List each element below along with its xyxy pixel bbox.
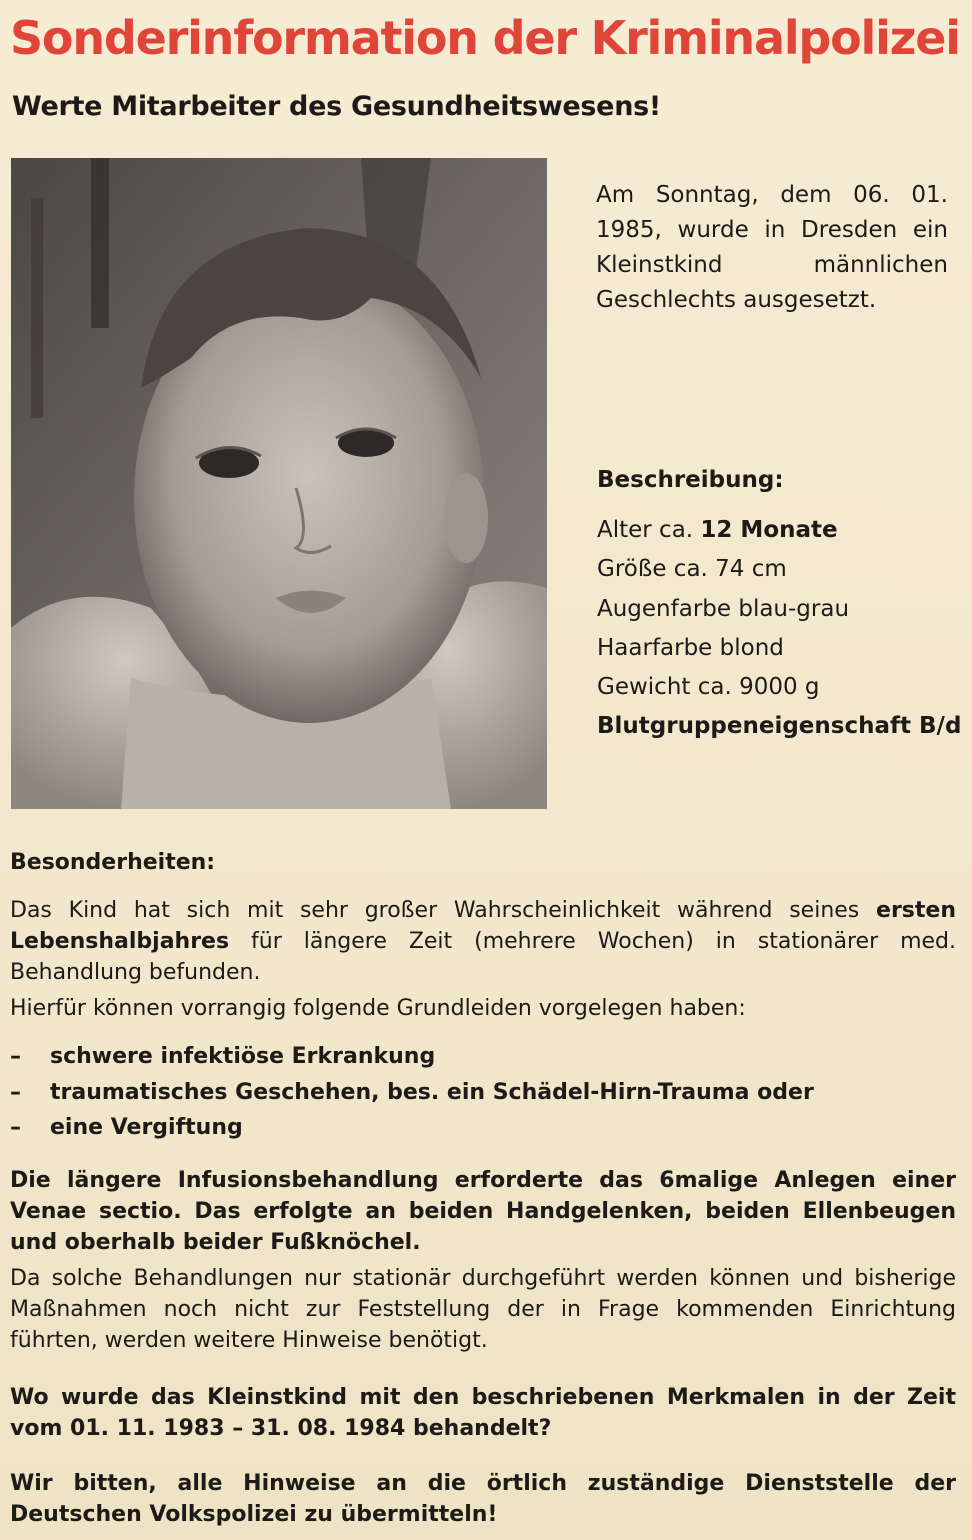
condition-text: traumatisches Geschehen, bes. ein Schädel-Hirn-Trauma oder xyxy=(50,1079,814,1105)
condition-text: eine Vergiftung xyxy=(50,1115,243,1140)
child-photo xyxy=(11,158,547,809)
particulars-paragraph-3: Die längere Infusionsbehandlung erforderte das 6malige Anlegen einer Venae sectio. Das erfolgte an beiden Handgelenken, beiden Ellenbeugen und oberhalb beider Fußknöchel. xyxy=(10,1168,956,1255)
poster-subtitle: Werte Mitarbeiter des Gesundheitswesens! xyxy=(12,91,661,122)
condition-item xyxy=(10,1039,814,1075)
question-paragraph: Wo wurde das Kleinstkind mit den beschriebenen Merkmalen in der Zeit vom 01. 11. 1983 – 31. 08. 1984 behandelt? xyxy=(10,1385,956,1441)
particulars-paragraph-2: Hierfür können vorrangig folgende Grundleiden vorgelegen haben: xyxy=(10,996,746,1021)
age-value: 12 Monate xyxy=(700,517,838,543)
description-list xyxy=(597,511,961,747)
description-eye-color: Augenfarbe blau-grau xyxy=(597,595,850,622)
dash-bullet: – xyxy=(10,1115,21,1140)
description-weight: Gewicht ca. 9000 g xyxy=(597,674,820,701)
p1-text-bold: ersten Lebenshalbjahres xyxy=(10,898,956,954)
particulars-paragraph-1 xyxy=(10,895,956,988)
description-hair-color: Haarfarbe blond xyxy=(597,634,784,661)
condition-text: schwere infektiöse Erkrankung xyxy=(50,1044,436,1069)
dash-bullet: – xyxy=(10,1079,21,1105)
p1-text-a: Das Kind hat sich mit sehr großer Wahrscheinlichkeit während seines xyxy=(10,898,877,923)
particulars-paragraph-4: Da solche Behandlungen nur stationär durchgeführt werden können und bisherige Maßnahmen noch nicht zur Feststellung der in Frage kommenden Einrichtung führten, werden weitere Hinweise benötigt. xyxy=(10,1266,956,1353)
condition-item xyxy=(10,1110,814,1146)
dash-bullet: – xyxy=(10,1044,21,1069)
condition-item xyxy=(10,1075,814,1111)
intro-paragraph: Am Sonntag, dem 06. 01. 1985, wurde in Dresden ein Kleinstkind männlichen Geschlechts ausgesetzt. xyxy=(596,182,948,313)
description-heading: Beschreibung: xyxy=(597,467,784,493)
description-age xyxy=(597,511,961,550)
p1-text-b: für längere Zeit (mehrere Wochen) in stationärer med. Behandlung befunden. xyxy=(10,929,956,985)
poster-title: Sonderinformation der Kriminalpolizei xyxy=(10,11,960,65)
condition-list xyxy=(10,1039,814,1146)
description-blood-group: Blutgruppeneigenschaft B/d xyxy=(597,713,962,740)
particulars-heading: Besonderheiten: xyxy=(10,850,216,875)
closing-paragraph: Wir bitten, alle Hinweise an die örtlich zuständige Dienststelle der Deutschen Volkspolizei zu übermitteln! xyxy=(10,1471,956,1527)
description-height: Größe ca. 74 cm xyxy=(597,556,787,583)
age-label: Alter ca. xyxy=(597,517,701,543)
